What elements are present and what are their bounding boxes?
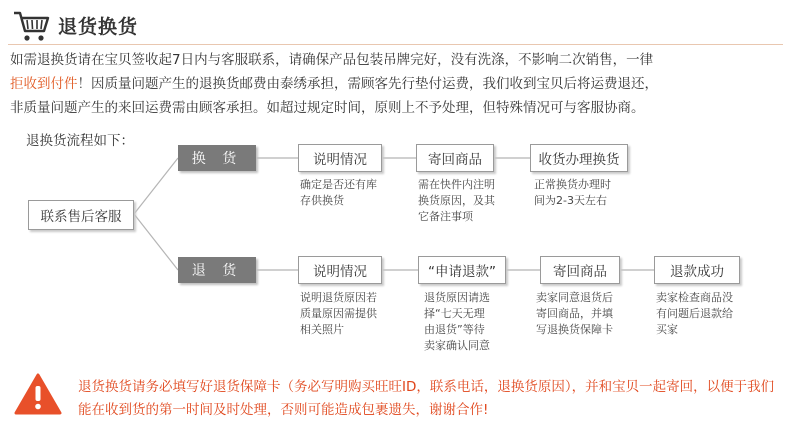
- return-step-refund-success: 退款成功: [654, 256, 740, 284]
- exchange-note-explain: 确定是否还有库 存供换货: [300, 178, 377, 207]
- warning-text: 退货换货请务必填写好退货保障卡（务必写明购买旺旺ID，联系电话，退换货原因），并和宝贝一起寄回，以便于我们能在收到货的第一时间及时处理，否则可能造成包裹遗失，谢谢合作!: [78, 379, 775, 418]
- warning-icon: [14, 372, 62, 416]
- refuse-cod-highlight: 拒收到付件: [10, 76, 78, 92]
- process-label: 退换货流程如下：: [26, 133, 134, 149]
- exchange-step-process: 收货办理换货: [530, 144, 628, 172]
- return-label: 退 货: [178, 257, 256, 283]
- return-note-explain: 说明退货原因若 质量原因需提供 相关照片: [300, 291, 377, 336]
- intro-line-1: 如需退换货请在宝贝签收起7日内与客服联系，请确保产品包装吊牌完好，没有洗涤，不影响二次销售，一律: [10, 52, 654, 68]
- page-title: 退货换货: [58, 16, 139, 38]
- exchange-note-process: 正常换货办理时 间为2-3天左右: [534, 178, 611, 207]
- return-note-send-back: 卖家同意退货后 寄回商品，并填 写退换货保障卡: [536, 291, 613, 336]
- exchange-step-send-back: 寄回商品: [416, 144, 494, 172]
- return-note-apply-refund: 退货原因请选 择“七天无理 由退货”等待 卖家确认同意: [424, 291, 490, 352]
- return-note-refund-success: 卖家检查商品没 有问题后退款给 买家: [656, 291, 733, 336]
- return-step-explain: 说明情况: [298, 256, 382, 284]
- contact-service-box: 联系售后客服: [28, 200, 134, 230]
- return-step-send-back: 寄回商品: [540, 256, 620, 284]
- exchange-note-send-back: 需在快件内注明 换货原因，及其 它备注事项: [418, 178, 495, 223]
- intro-line-3: 非质量问题产生的来回运费需由顾客承担。如超过规定时间，原则上不予处理，但特殊情况可与客服协商。: [10, 100, 645, 116]
- intro-line-2-rest: ！因质量问题产生的退换货邮费由泰绣承担，需顾客先行垫付运费，我们收到宝贝后将运费退还，: [77, 76, 658, 92]
- exchange-label: 换 货: [178, 145, 256, 171]
- exchange-step-explain: 说明情况: [298, 144, 382, 172]
- return-step-apply-refund: “申请退款”: [418, 256, 506, 284]
